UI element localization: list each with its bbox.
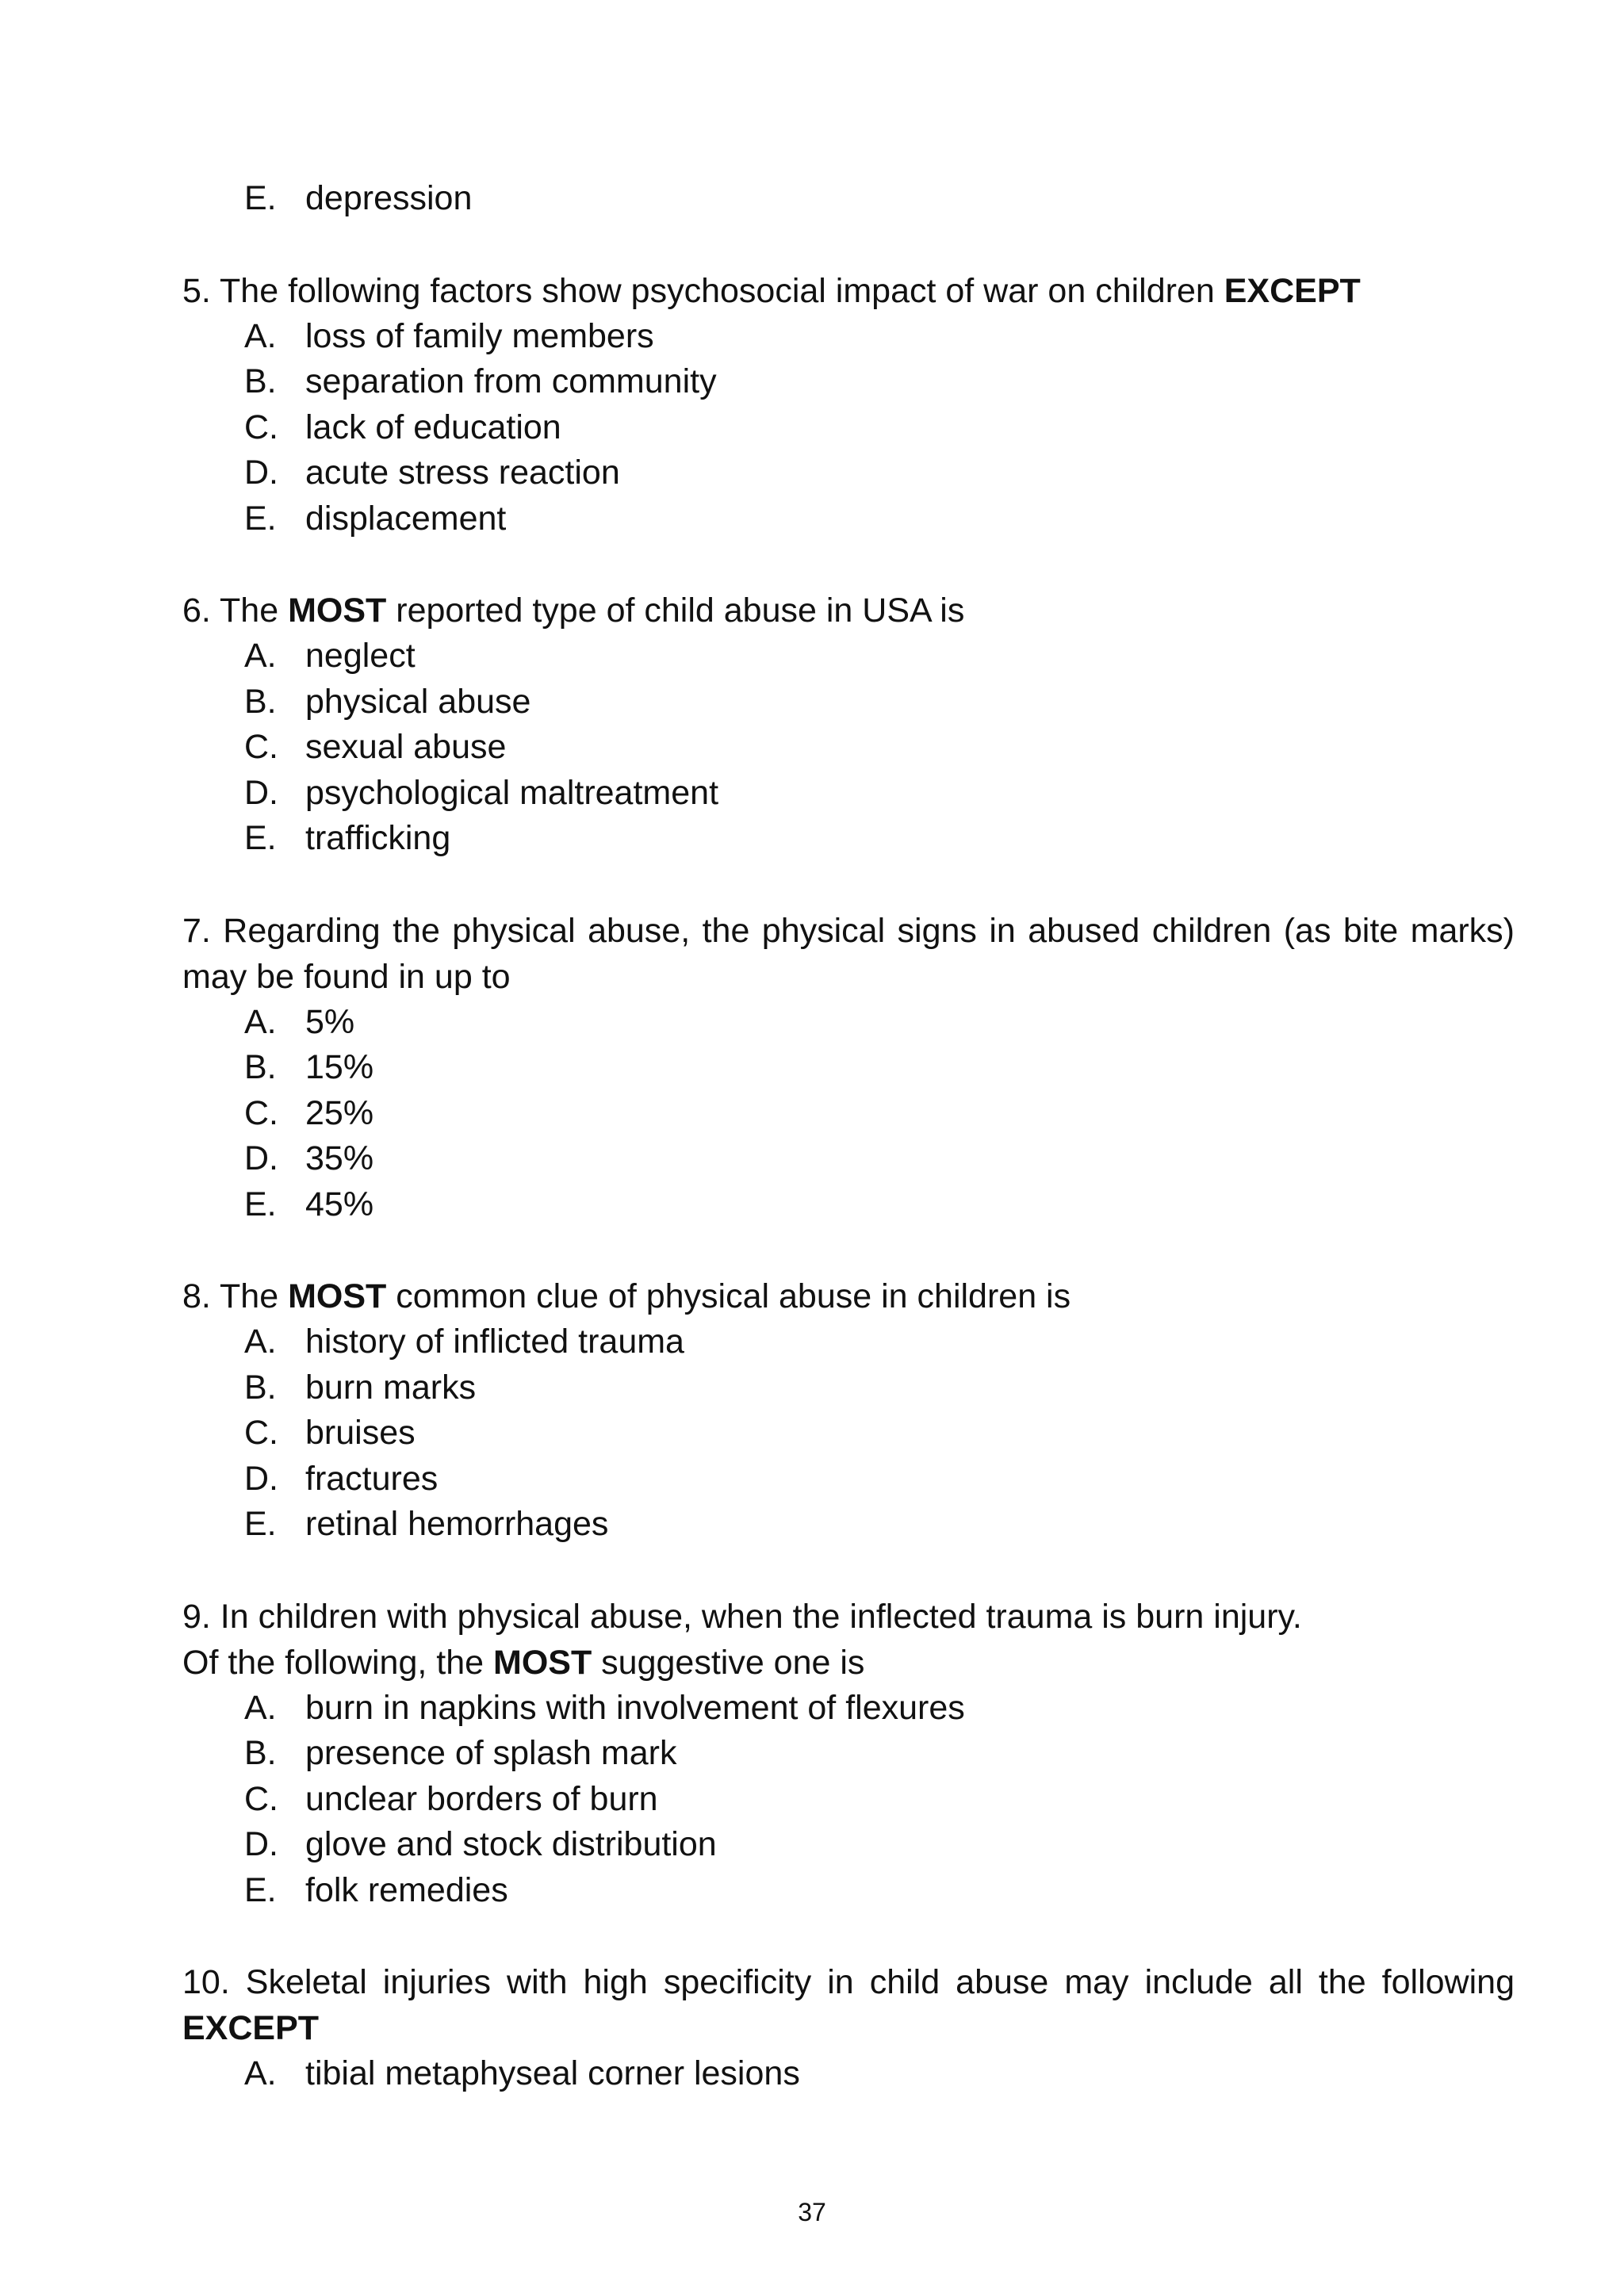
answer-option — [244, 314, 1515, 360]
option-letter: B. — [244, 1048, 277, 1086]
question — [182, 1959, 1515, 2097]
answer-option — [244, 2051, 1515, 2097]
option-letter: C. — [244, 1779, 278, 1818]
answer-option — [244, 359, 1515, 405]
option-letter: E. — [244, 1185, 277, 1223]
continued-options — [182, 176, 1515, 222]
option-text: loss of family members — [305, 316, 654, 355]
question — [182, 908, 1515, 1228]
option-text: neglect — [305, 637, 416, 675]
question — [182, 268, 1515, 542]
option-list — [182, 1319, 1515, 1548]
emphasis-text: MOST — [288, 1277, 387, 1315]
option-letter: D. — [244, 1825, 278, 1863]
option-text: burn in napkins with involvement of flexures — [305, 1688, 965, 1727]
option-letter: D. — [244, 1459, 278, 1498]
answer-option — [244, 771, 1515, 817]
option-text: separation from community — [305, 362, 717, 400]
stem-text: 9. In children with physical abuse, when the inflected trauma is burn injury. — [182, 1597, 1302, 1636]
question-stem — [182, 268, 1515, 314]
answer-option — [244, 1822, 1515, 1868]
option-text: bruises — [305, 1414, 416, 1452]
option-text: depression — [305, 179, 473, 217]
option-text: burn marks — [305, 1368, 477, 1407]
option-text: tibial metaphyseal corner lesions — [305, 2054, 800, 2092]
option-letter: D. — [244, 773, 278, 812]
question-stem — [182, 588, 1515, 634]
option-text: retinal hemorrhages — [305, 1505, 609, 1543]
emphasis-text: MOST — [493, 1643, 592, 1682]
answer-option — [244, 1091, 1515, 1137]
option-text: psychological maltreatment — [305, 773, 719, 812]
answer-option — [244, 725, 1515, 771]
stem-text: 10. Skeletal injuries with high specificity in child abuse may include all the following — [182, 1963, 1515, 2001]
answer-option — [244, 1182, 1515, 1228]
question-stem — [182, 1959, 1515, 2051]
option-text: trafficking — [305, 819, 451, 857]
answer-option — [244, 1502, 1515, 1548]
question-stem — [182, 1594, 1515, 1686]
answer-option — [244, 1365, 1515, 1411]
answer-option — [244, 1319, 1515, 1365]
answer-option — [244, 1777, 1515, 1823]
emphasis-text: EXCEPT — [182, 2009, 320, 2047]
option-letter: B. — [244, 1734, 277, 1772]
answer-option — [244, 405, 1515, 451]
answer-option — [244, 1457, 1515, 1503]
stem-text: reported type of child abuse in USA is — [386, 591, 965, 630]
option-letter: A. — [244, 1323, 277, 1361]
option-letter: E. — [244, 1870, 277, 1909]
stem-text: 5. The following factors show psychosocial impact of war on children — [182, 271, 1224, 310]
option-text: 45% — [305, 1185, 374, 1223]
question-stem — [182, 908, 1515, 1000]
option-letter: D. — [244, 1139, 278, 1177]
option-list — [182, 1686, 1515, 1914]
option-text: acute stress reaction — [305, 454, 620, 492]
option-letter: A. — [244, 637, 277, 675]
option-text: glove and stock distribution — [305, 1825, 717, 1863]
option-letter: E. — [244, 499, 277, 538]
option-text: 25% — [305, 1093, 374, 1132]
option-letter: B. — [244, 362, 277, 400]
option-letter: B. — [244, 682, 277, 721]
answer-option — [244, 1411, 1515, 1457]
question — [182, 1594, 1515, 1914]
document-page — [182, 176, 1515, 2143]
option-letter: E. — [244, 819, 277, 857]
stem-text: suggestive one is — [592, 1643, 865, 1682]
stem-text: common clue of physical abuse in children is — [386, 1277, 1071, 1315]
option-text: sexual abuse — [305, 728, 507, 766]
option-letter: A. — [244, 316, 277, 355]
option-text: folk remedies — [305, 1870, 508, 1909]
option-letter: C. — [244, 1414, 278, 1452]
stem-text: 8. The — [182, 1277, 289, 1315]
option-text: 15% — [305, 1048, 374, 1086]
option-letter: B. — [244, 1368, 277, 1407]
option-list — [182, 1000, 1515, 1228]
option-list — [182, 2051, 1515, 2097]
question — [182, 588, 1515, 862]
stem-text: 7. Regarding the physical abuse, the physical signs in abused children (as bite marks) may be found in up to — [182, 911, 1515, 996]
option-text: 5% — [305, 1002, 355, 1041]
answer-option — [244, 816, 1515, 862]
emphasis-text: MOST — [288, 591, 387, 630]
stem-text: 6. The — [182, 591, 289, 630]
option-letter: C. — [244, 408, 278, 446]
option-letter: C. — [244, 728, 278, 766]
answer-option — [244, 1731, 1515, 1777]
emphasis-text: EXCEPT — [1224, 271, 1361, 310]
answer-option — [244, 1686, 1515, 1732]
question-list — [182, 268, 1515, 2097]
option-letter: C. — [244, 1093, 278, 1132]
answer-option — [244, 176, 1515, 222]
answer-option — [244, 1000, 1515, 1046]
answer-option — [244, 450, 1515, 496]
answer-option — [244, 634, 1515, 679]
answer-option — [244, 496, 1515, 542]
option-text: physical abuse — [305, 682, 531, 721]
answer-option — [244, 1136, 1515, 1182]
stem-text: Of the following, the — [182, 1643, 493, 1682]
option-list — [182, 314, 1515, 542]
option-letter: A. — [244, 2054, 277, 2092]
page-number: 37 — [798, 2198, 826, 2226]
question-stem — [182, 1273, 1515, 1319]
option-text: history of inflicted trauma — [305, 1323, 684, 1361]
option-text: 35% — [305, 1139, 374, 1177]
option-text: lack of education — [305, 408, 561, 446]
option-text: fractures — [305, 1459, 439, 1498]
option-text: displacement — [305, 499, 507, 538]
question — [182, 1273, 1515, 1548]
option-list — [182, 176, 1515, 222]
answer-option — [244, 1045, 1515, 1091]
option-letter: E. — [244, 179, 277, 217]
option-letter: D. — [244, 454, 278, 492]
answer-option — [244, 1868, 1515, 1914]
option-list — [182, 634, 1515, 862]
option-text: presence of splash mark — [305, 1734, 677, 1772]
answer-option — [244, 679, 1515, 725]
option-letter: E. — [244, 1505, 277, 1543]
option-letter: A. — [244, 1002, 277, 1041]
option-text: unclear borders of burn — [305, 1779, 658, 1818]
option-letter: A. — [244, 1688, 277, 1727]
